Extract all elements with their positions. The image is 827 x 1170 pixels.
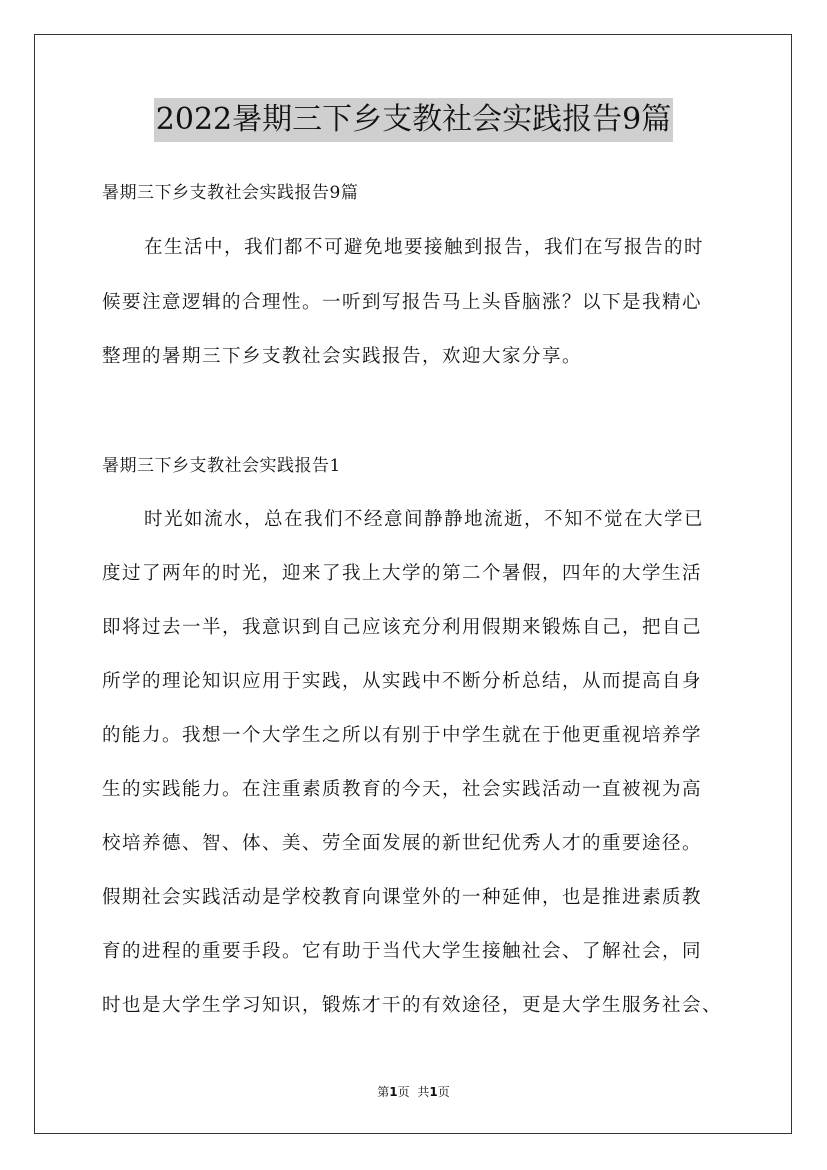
section1-line-4: 所学的理论知识应用于实践，从实践中不断分析总结，从而提高自身 (102, 671, 703, 692)
section1-line-1: 时光如流水，总在我们不经意间静静地流逝，不知不觉在大学已 (144, 509, 705, 530)
section1-line-2: 度过了两年的时光，迎来了我上大学的第二个暑假，四年的大学生活 (102, 563, 703, 584)
total-prefix: 共 (417, 1085, 430, 1099)
section1-line-5: 的能力。我想一个大学生之所以有别于中学生就在于他更重视培养学 (102, 725, 703, 746)
page-prefix: 第 (377, 1085, 390, 1099)
section1-line-10: 时也是大学生学习知识，锻炼才干的有效途径，更是大学生服务社会、 (102, 995, 723, 1016)
section1-heading: 暑期三下乡支教社会实践报告1 (102, 456, 341, 476)
page-footer (0, 1083, 827, 1101)
document-title: 2022暑期三下乡支教社会实践报告9篇 (154, 98, 673, 142)
document-subtitle: 暑期三下乡支教社会实践报告9篇 (102, 183, 359, 203)
page-current: 1 (389, 1085, 398, 1099)
section1-line-8: 假期社会实践活动是学校教育向课堂外的一种延伸，也是推进素质教 (102, 887, 703, 908)
intro-line-3: 整理的暑期三下乡支教社会实践报告，欢迎大家分享。 (102, 346, 583, 367)
intro-line-1: 在生活中，我们都不可避免地要接触到报告，我们在写报告的时 (144, 237, 705, 258)
section1-line-7: 校培养德、智、体、美、劳全面发展的新世纪优秀人才的重要途径。 (102, 833, 703, 854)
section1-line-3: 即将过去一半，我意识到自己应该充分利用假期来锻炼自己，把自己 (102, 617, 703, 638)
total-pages: 1 (429, 1085, 438, 1099)
section1-line-9: 育的进程的重要手段。它有助于当代大学生接触社会、了解社会，同 (102, 941, 703, 962)
page-suffix: 页 (397, 1085, 410, 1099)
total-suffix: 页 (437, 1085, 450, 1099)
title-container (0, 98, 827, 142)
intro-line-2: 候要注意逻辑的合理性。一听到写报告马上头昏脑涨？以下是我精心 (102, 292, 703, 313)
section1-line-6: 生的实践能力。在注重素质教育的今天，社会实践活动一直被视为高 (102, 779, 703, 800)
